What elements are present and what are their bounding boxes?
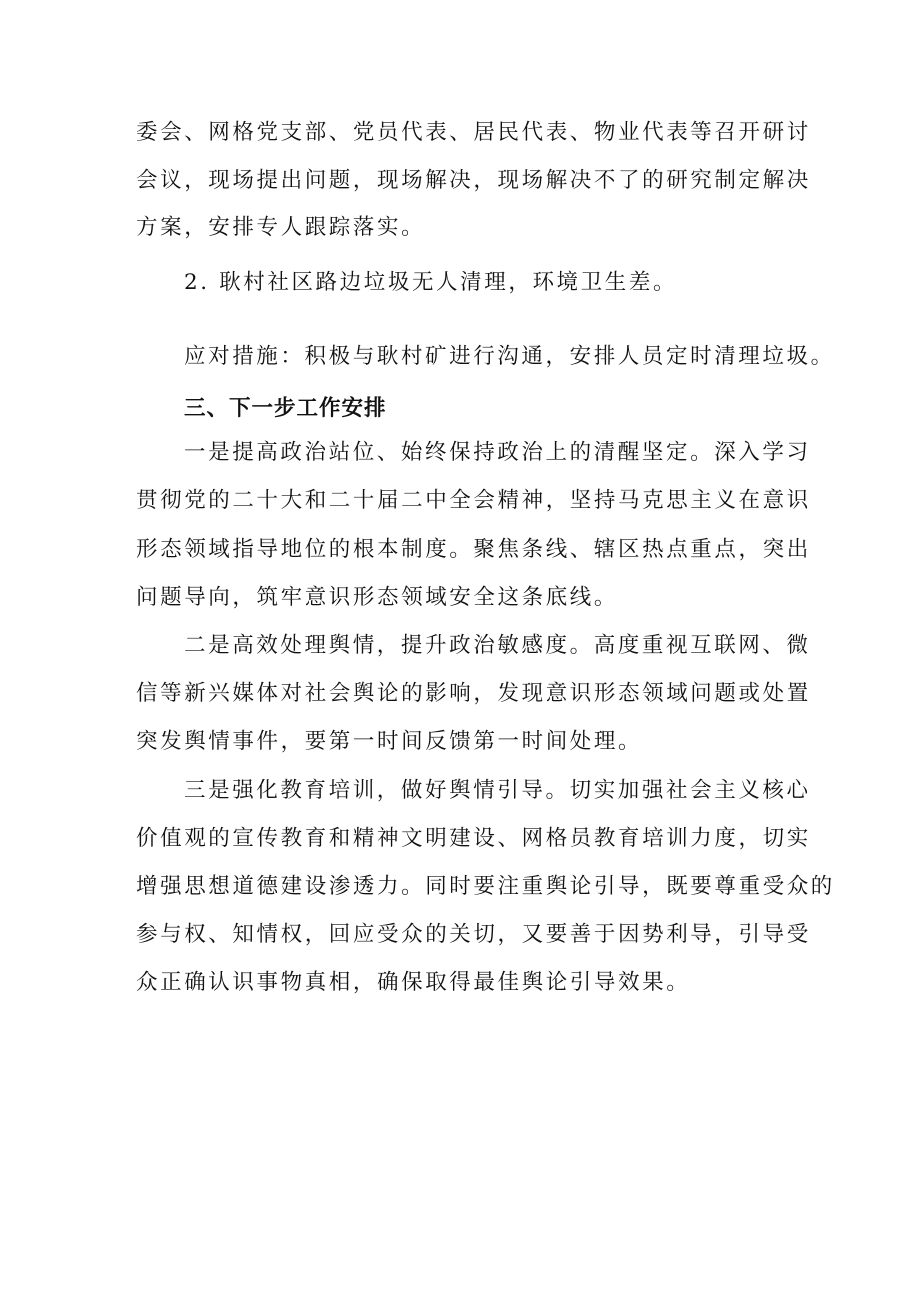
section-heading: 三、下一步工作安排 bbox=[184, 396, 387, 421]
paragraph-2-line-1: 2. 耿村社区路边垃圾无人清理，环境卫生差。 bbox=[184, 270, 678, 295]
paragraph-6-line-2: 价值观的宣传教育和精神文明建设、网格员教育培训力度，切实 bbox=[136, 826, 811, 851]
paragraph-4-line-3: 形态领域指导地位的根本制度。聚焦条线、辖区热点重点，突出 bbox=[136, 537, 811, 562]
paragraph-1-line-2: 会议，现场提出问题，现场解决，现场解决不了的研究制定解决 bbox=[136, 168, 811, 193]
paragraph-6-line-4: 参与权、知情权，回应受众的关切，又要善于因势利导，引导受 bbox=[136, 922, 811, 947]
paragraph-1-line-1: 委会、网格党支部、党员代表、居民代表、物业代表等召开研讨 bbox=[136, 120, 811, 145]
paragraph-5-line-3: 突发舆情事件，要第一时间反馈第一时间处理。 bbox=[136, 729, 643, 754]
paragraph-4-line-4: 问题导向，筑牢意识形态领域安全这条底线。 bbox=[136, 585, 619, 610]
paragraph-4-line-1: 一是提高政治站位、始终保持政治上的清醒坚定。深入学习 bbox=[184, 440, 811, 465]
paragraph-3-line-1: 应对措施：积极与耿村矿进行沟通，安排人员定时清理垃圾。 bbox=[184, 344, 835, 369]
paragraph-6-line-1: 三是强化教育培训，做好舆情引导。切实加强社会主义核心 bbox=[184, 778, 811, 803]
paragraph-5-line-1: 二是高效处理舆情，提升政治敏感度。高度重视互联网、微 bbox=[184, 633, 811, 658]
paragraph-5-line-2: 信等新兴媒体对社会舆论的影响，发现意识形态领域问题或处置 bbox=[136, 681, 811, 706]
paragraph-4-line-2: 贯彻党的二十大和二十届二中全会精神，坚持马克思主义在意识 bbox=[136, 488, 811, 513]
paragraph-1-line-3: 方案，安排专人跟踪落实。 bbox=[136, 215, 426, 240]
paragraph-6-line-5: 众正确认识事物真相，确保取得最佳舆论引导效果。 bbox=[136, 970, 691, 995]
paragraph-6-line-3: 增强思想道德建设渗透力。同时要注重舆论引导，既要尊重受众的 bbox=[136, 874, 835, 899]
